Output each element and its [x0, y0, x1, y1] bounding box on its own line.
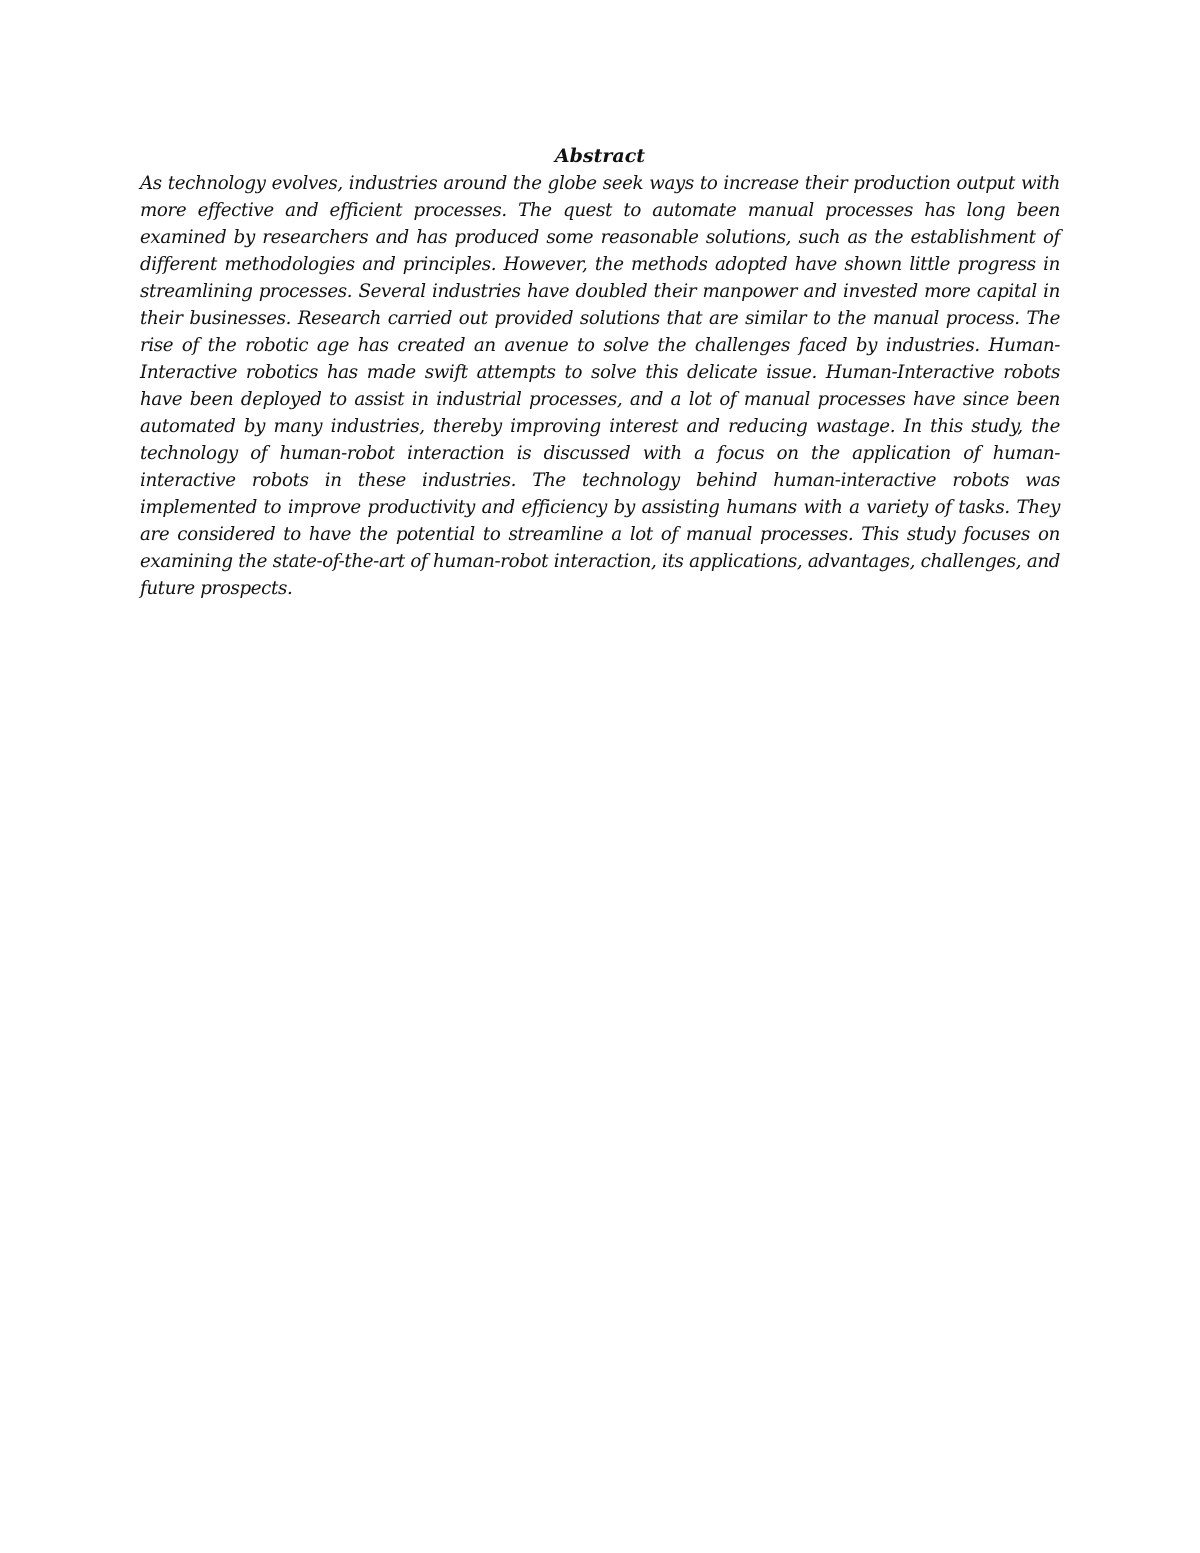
abstract-body: As technology evolves, industries around the globe seek ways to increase their production output with more effective and efficient processes. The quest to automate manual processes has long been examined by researchers and has produced some reasonable solutions, such as the establishment of different methodologies and principles. However, the methods adopted have shown little progress in streamlining processes. Several industries have doubled their manpower and invested more capital in their businesses. Research carried out provided solutions that are similar to the manual process. The rise of the robotic age has created an avenue to solve the challenges faced by industries. Human-Interactive robotics has made swift attempts to solve this delicate issue. Human-Interactive robots have been deployed to assist in industrial processes, and a lot of manual processes have since been automated by many industries, thereby improving interest and reducing wastage. In this study, the technology of human-robot interaction is discussed with a focus on the application of human-interactive robots in these industries. The technology behind human-interactive robots was implemented to improve productivity and efficiency by assisting humans with a variety of tasks. They are considered to have the potential to streamline a lot of manual processes. This study focuses on examining the state-of-the-art of human-robot interaction, its applications, advantages, challenges, and future prospects. [140, 173, 1060, 599]
abstract-heading: Abstract [554, 145, 646, 167]
abstract-section [140, 143, 1060, 602]
